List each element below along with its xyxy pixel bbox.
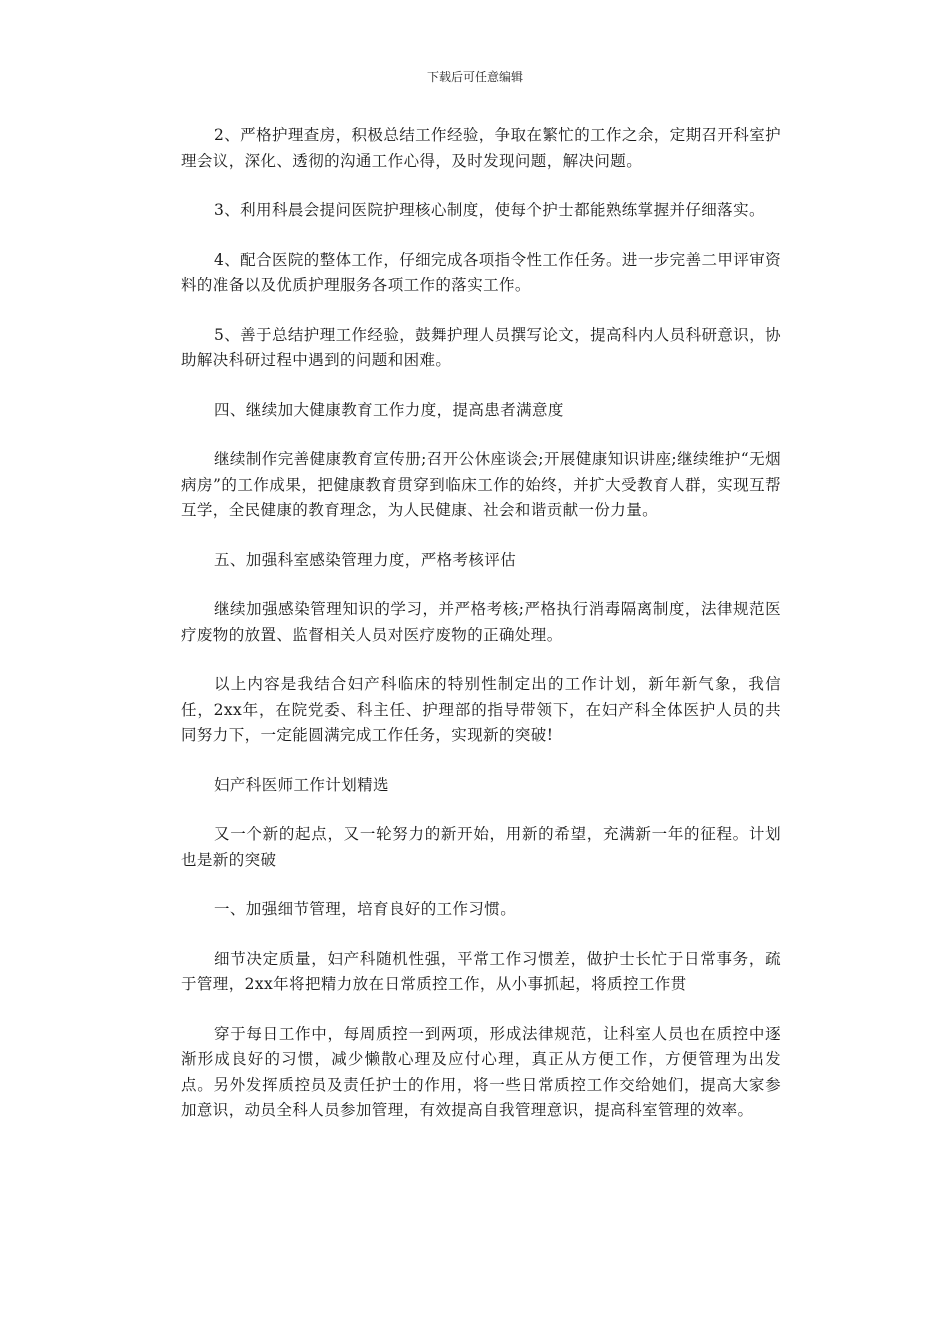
section-heading-1: 一、加强细节管理，培育良好的工作习惯。 [214, 900, 517, 918]
paragraph-item-4: 4、配合医院的整体工作，仔细完成各项指令性工作任务。进一步完善二甲评审资料的准备以及优质护理服务各项工作的落实工作。 [181, 250, 781, 294]
paragraph-infection-management: 继续加强感染管理知识的学习，并严格考核;严格执行消毒隔离制度，法律规范医疗废物的放置、监督相关人员对医疗废物的正确处理。 [181, 600, 781, 644]
paragraph-quality-control: 穿于每日工作中，每周质控一到两项，形成法律规范，让科室人员也在质控中逐渐形成良好的习惯，减少懒散心理及应付心理，真正从方便工作，方便管理为出发点。另外发挥质控员及责任护士的作用，将一些日常质控工作交给她们，提高大家参加意识，动员全科人员参加管理，有效提高自我管理意识，提高科室管理的效率。 [181, 1024, 781, 1119]
paragraph-intro: 又一个新的起点，又一轮努力的新开始，用新的希望，充满新一年的征程。计划也是新的突破 [181, 825, 781, 869]
document-body [181, 123, 781, 1148]
section-heading-5: 五、加强科室感染管理力度，严格考核评估 [214, 550, 517, 569]
document-subtitle: 妇产科医师工作计划精选 [214, 775, 389, 794]
paragraph-health-education: 继续制作完善健康教育宣传册;召开公休座谈会;开展健康知识讲座;继续维护“无烟病房”的工作成果，把健康教育贯穿到临床工作的始终，并扩大受教育人群，实现互帮互学，全民健康的教育理念，为人民健康、社会和谐贡献一份力量。 [181, 450, 781, 519]
section-heading-4: 四、继续加大健康教育工作力度，提高患者满意度 [214, 400, 564, 419]
paragraph-item-3: 3、利用科晨会提问医院护理核心制度，使每个护士都能熟练掌握并仔细落实。 [214, 201, 765, 219]
page-header: 下载后可任意编辑 [426, 70, 523, 84]
paragraph-item-5: 5、善于总结护理工作经验，鼓舞护理人员撰写论文，提高科内人员科研意识，协助解决科研过程中遇到的问题和困难。 [181, 325, 781, 369]
paragraph-item-2: 2、严格护理查房，积极总结工作经验，争取在繁忙的工作之余，定期召开科室护理会议，深化、透彻的沟通工作心得，及时发现问题，解决问题。 [181, 126, 781, 170]
paragraph-conclusion: 以上内容是我结合妇产科临床的特别性制定出的工作计划，新年新气象，我信任，2xx年，在院党委、科主任、护理部的指导带领下，在妇产科全体医护人员的共同努力下，一定能圆满完成工作任务，实现新的突破! [181, 675, 781, 744]
paragraph-detail-management: 细节决定质量，妇产科随机性强，平常工作习惯差，做护士长忙于日常事务，疏于管理，2xx年将把精力放在日常质控工作，从小事抓起，将质控工作贯 [181, 949, 781, 993]
